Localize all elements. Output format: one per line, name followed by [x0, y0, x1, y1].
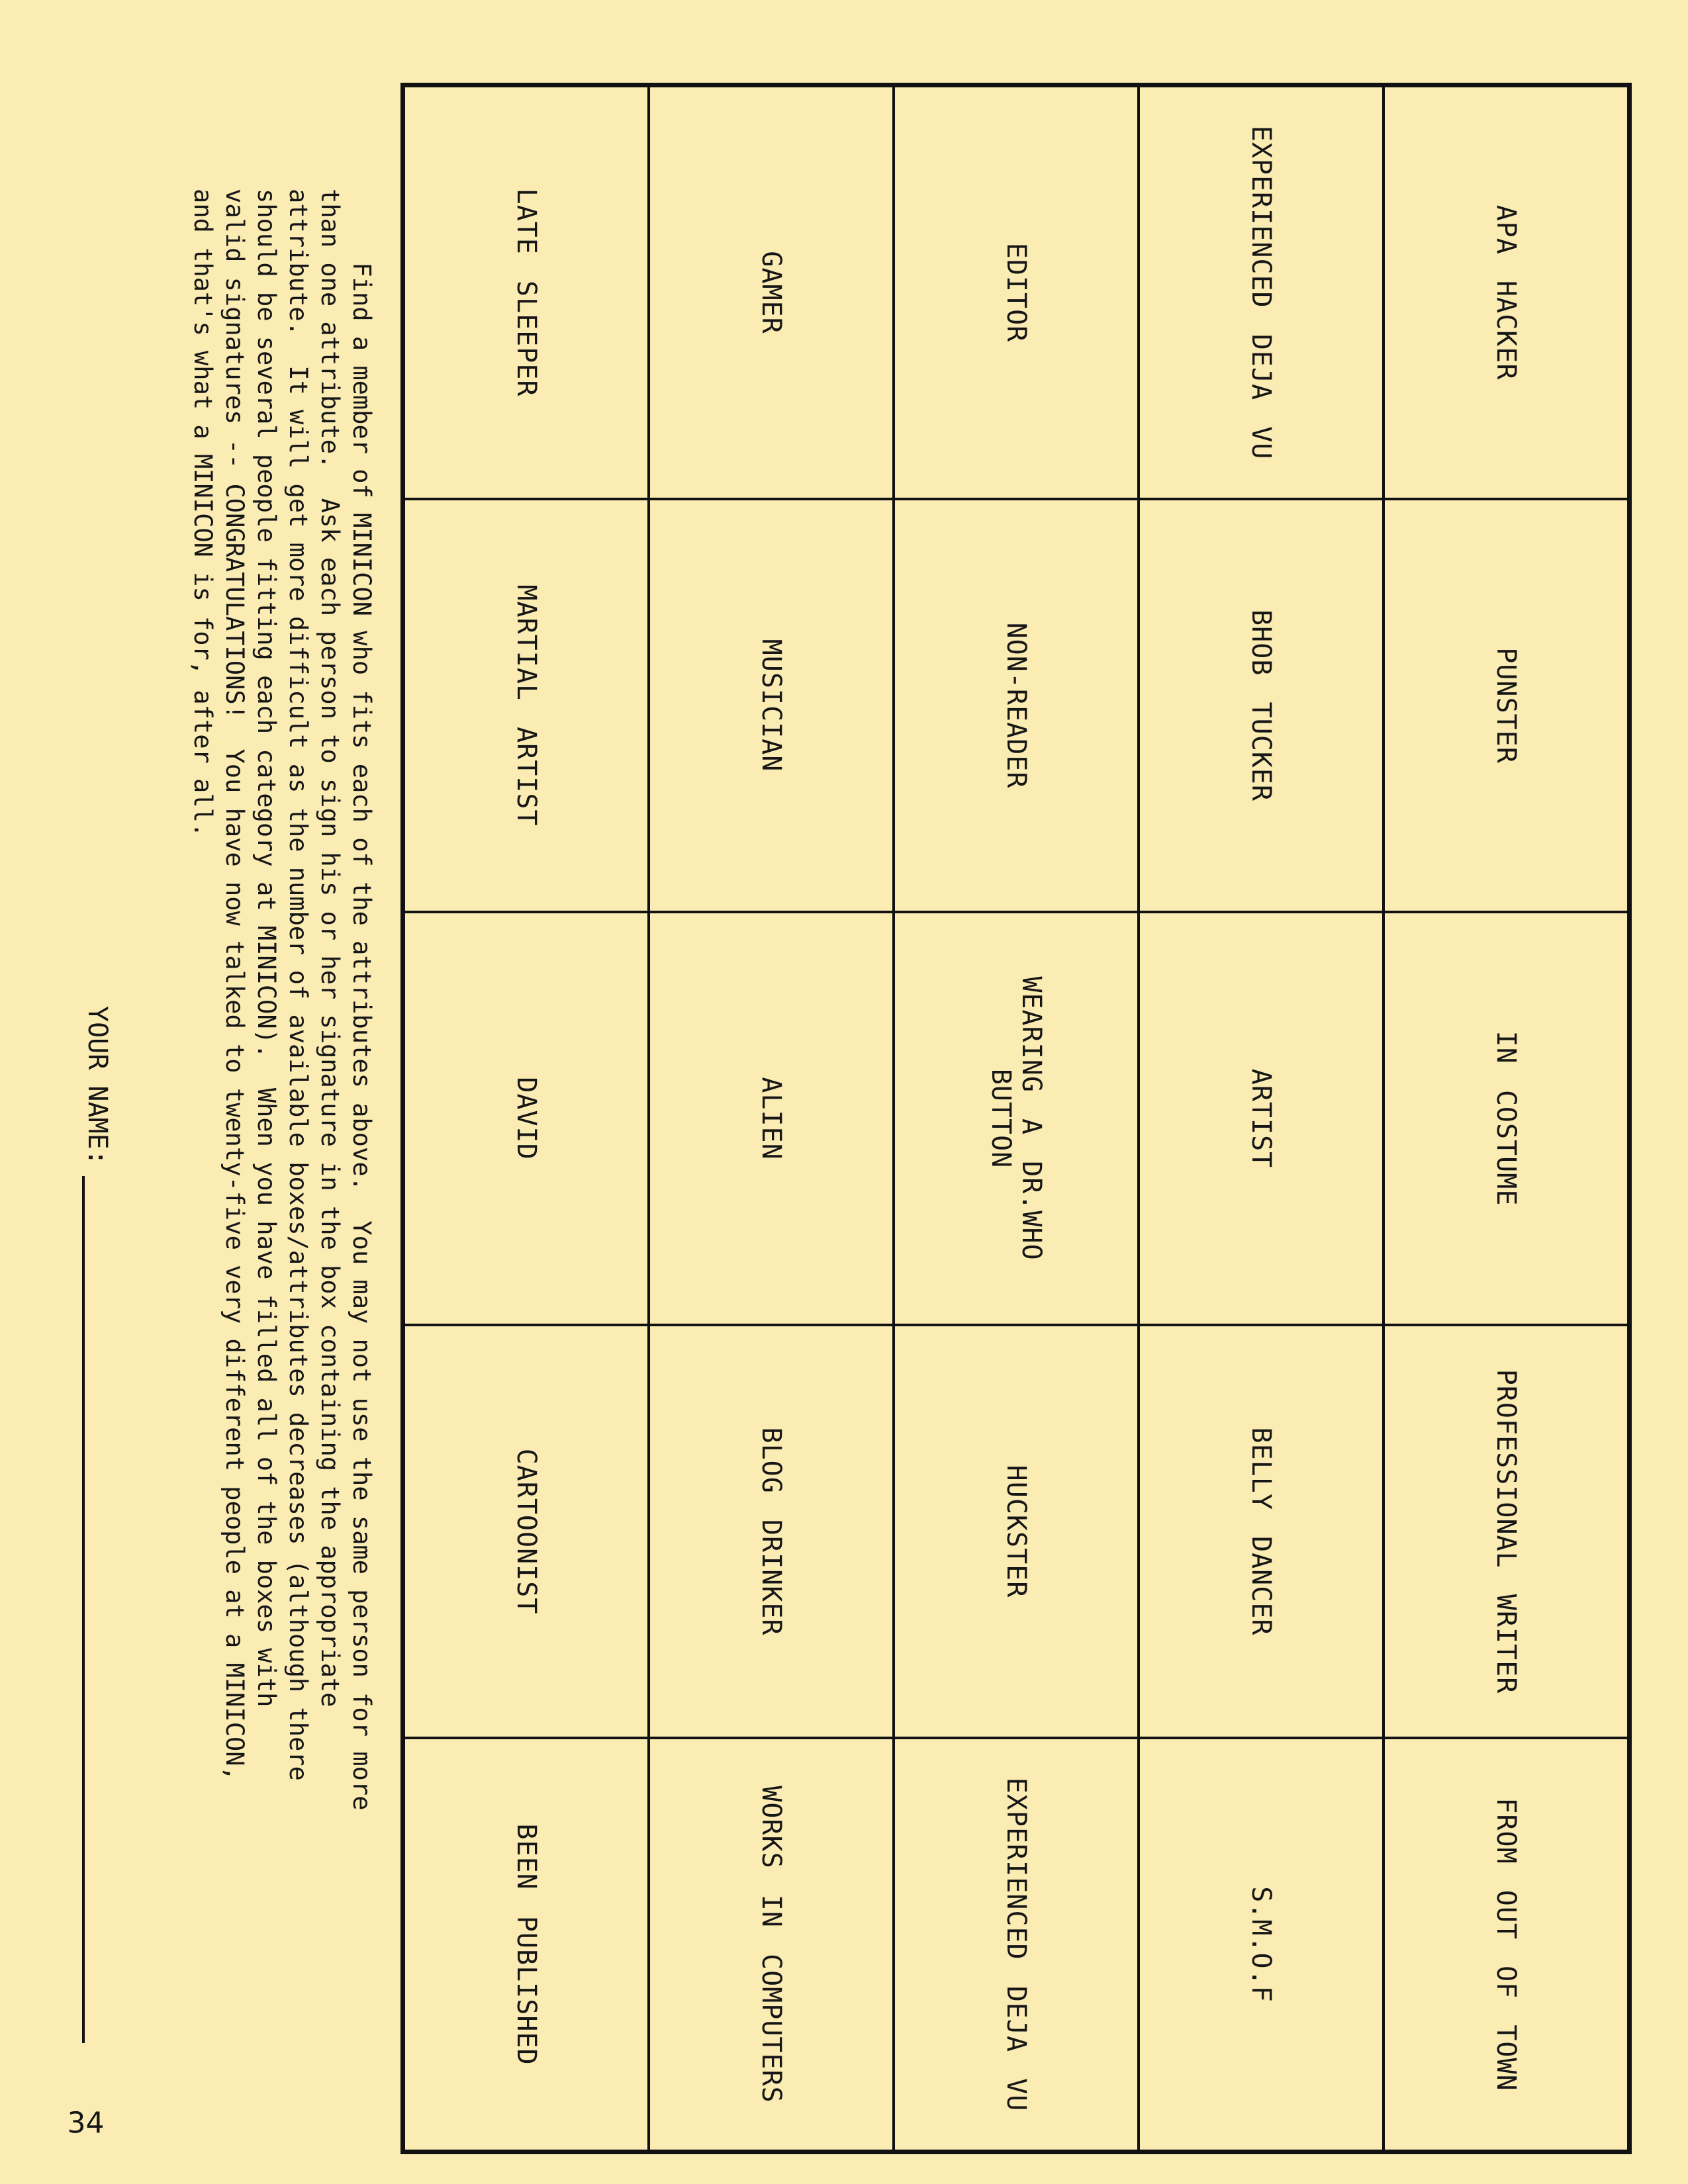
- name-label: YOUR NAME:: [82, 1006, 113, 1165]
- grid-cell: ARTIST: [1139, 912, 1383, 1325]
- instructions-paragraph: Find a member of MINICON who fits each of the attributes above. You may not use the same person for more than one attribute. Ask each person to sign his or her signature in the box containing the appropriate attribute. It will get more difficult as the number of available boxes/attributes decreases (although there should be several people fitting each category at MINICON). When you have filled all of the boxes with valid signatures -- CONGRATULATIONS! You have now talked to twenty-five very different people at a MINICON, and that's what a MINICON is for, after all.: [189, 189, 376, 1811]
- grid-cell: NON-READER: [894, 499, 1139, 912]
- grid-cell: BLOG DRINKER: [649, 1325, 894, 1738]
- grid-cell: IN COSTUME: [1383, 912, 1628, 1325]
- grid-cell: HUCKSTER: [894, 1325, 1139, 1738]
- grid-cell: PUNSTER: [1383, 499, 1628, 912]
- grid-cell: MUSICIAN: [649, 499, 894, 912]
- grid-cell: APA HACKER: [1383, 86, 1628, 499]
- grid-cell: FROM OUT OF TOWN: [1383, 1738, 1628, 2151]
- grid-cell: BEEN PUBLISHED: [404, 1738, 649, 2151]
- grid-cell: WORKS IN COMPUTERS: [649, 1738, 894, 2151]
- grid-cell: ALIEN: [649, 912, 894, 1325]
- grid-cell: GAMER: [649, 86, 894, 499]
- page-number: 34: [67, 2106, 105, 2140]
- name-field: [82, 1006, 113, 2043]
- grid-cell: DAVID: [404, 912, 649, 1325]
- grid-cell: LATE SLEEPER: [404, 86, 649, 499]
- grid-cell: EDITOR: [894, 86, 1139, 499]
- grid-cell: S.M.O.F: [1139, 1738, 1383, 2151]
- grid-cell: PROFESSIONAL WRITER: [1383, 1325, 1628, 1738]
- name-signature-line[interactable]: [82, 1176, 111, 2043]
- grid-cell: MARTIAL ARTIST: [404, 499, 649, 912]
- grid-cell: WEARING A DR.WHO BUTTON: [894, 912, 1139, 1325]
- grid-cell: CARTOONIST: [404, 1325, 649, 1738]
- grid-cell: EXPERIENCED DEJA VU: [1139, 86, 1383, 499]
- grid-cell: BHOB TUCKER: [1139, 499, 1383, 912]
- grid-cell: BELLY DANCER: [1139, 1325, 1383, 1738]
- grid-cell: EXPERIENCED DEJA VU: [894, 1738, 1139, 2151]
- bingo-grid: [400, 83, 1632, 2154]
